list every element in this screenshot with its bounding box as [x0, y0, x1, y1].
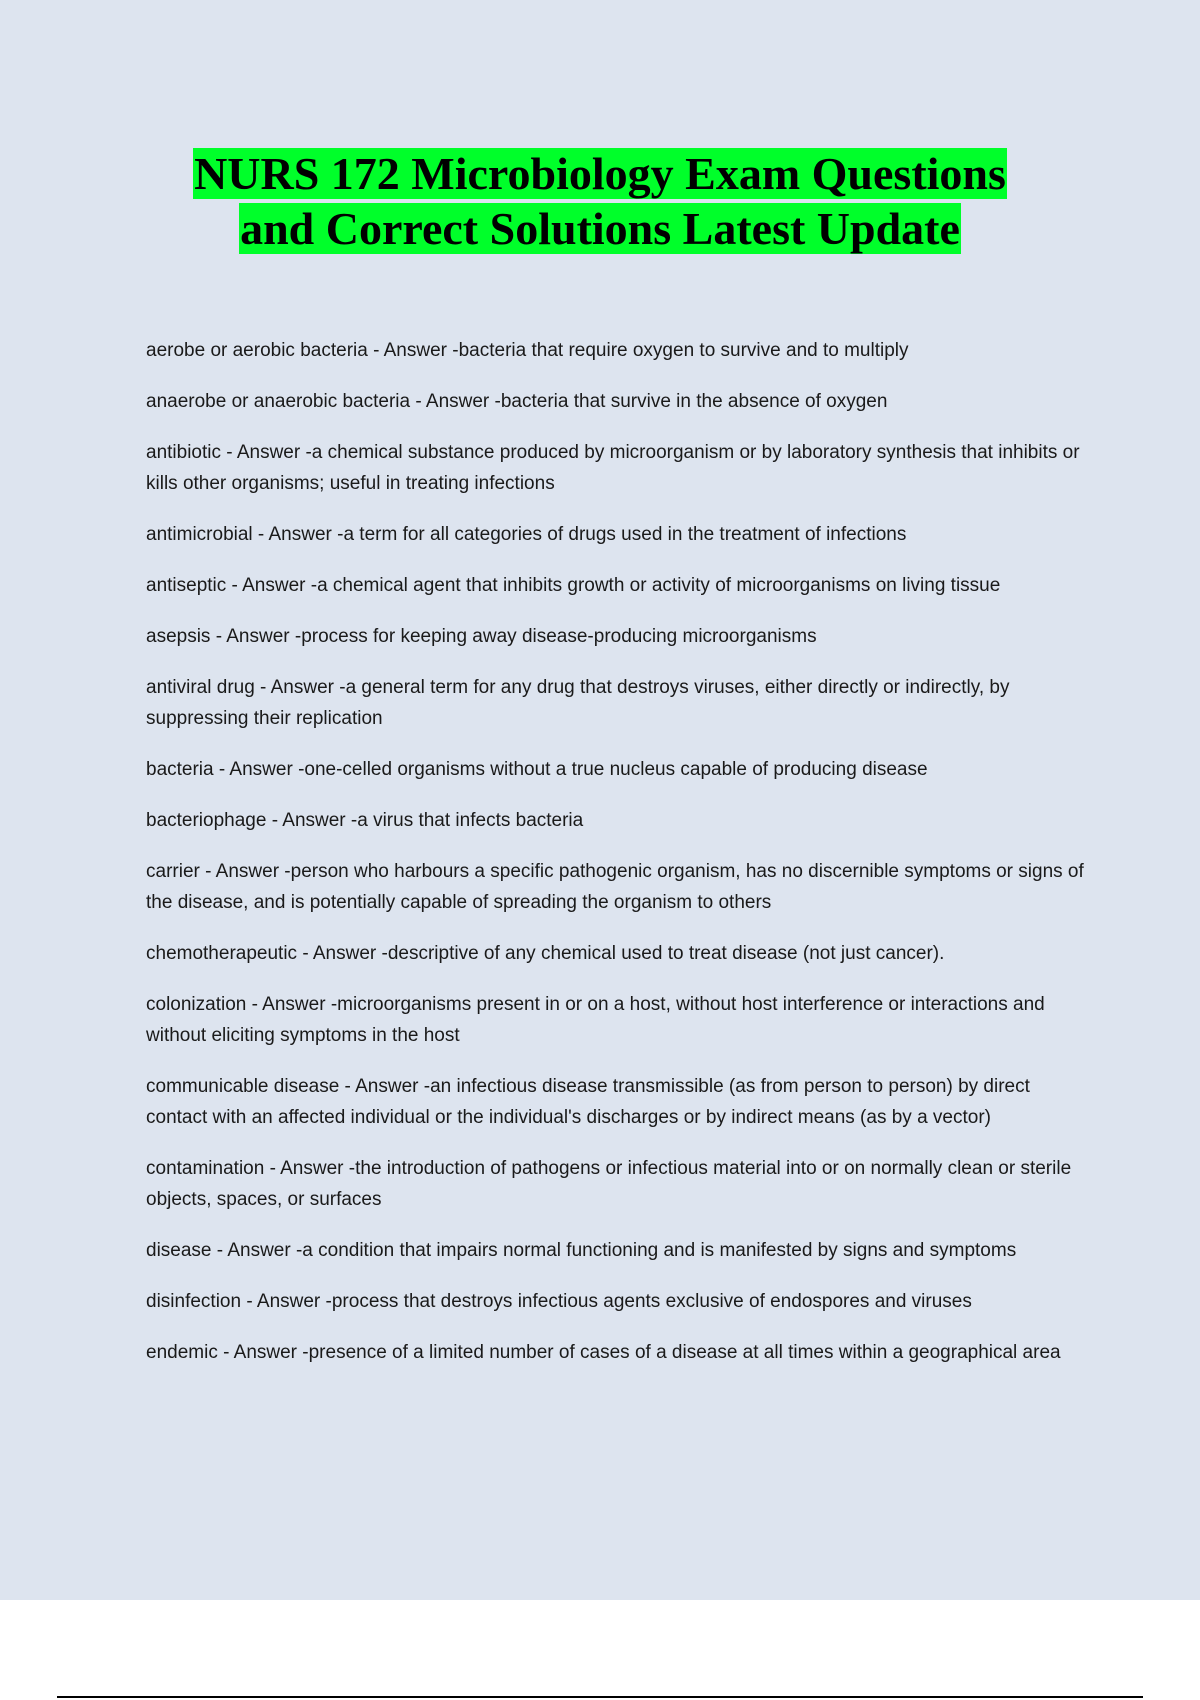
glossary-entry: communicable disease - Answer -an infectious disease transmissible (as from person to person) by direct contact with an affected individual or the individual's discharges or by indirect means (as by a vector)	[146, 1076, 1030, 1128]
title-line-1: NURS 172 Microbiology Exam Questions	[194, 148, 1006, 199]
glossary-entry: contamination - Answer -the introduction of pathogens or infectious material into or on normally clean or sterile objects, spaces, or surfaces	[146, 1158, 1072, 1210]
document-title	[0, 146, 1200, 256]
glossary-entry: carrier - Answer -person who harbours a specific pathogenic organism, has no discernible symptoms or signs of the disease, and is potentially capable of spreading the organism to others	[146, 861, 1084, 913]
glossary-entry: antiviral drug - Answer -a general term for any drug that destroys viruses, either directly or indirectly, by suppressing their replication	[146, 677, 1010, 729]
glossary-list	[146, 335, 1096, 1388]
footer-divider	[57, 1696, 1143, 1698]
glossary-entry: antibiotic - Answer -a chemical substance produced by microorganism or by laboratory synthesis that inhibits or kills other organisms; useful in treating infections	[146, 442, 1080, 494]
glossary-entry: endemic - Answer -presence of a limited number of cases of a disease at all times within a geographical area	[146, 1342, 1061, 1363]
title-line-2: and Correct Solutions Latest Update	[240, 203, 960, 254]
glossary-entry: anaerobe or anaerobic bacteria - Answer -bacteria that survive in the absence of oxygen	[146, 391, 888, 412]
title-block	[0, 146, 1200, 256]
glossary-entry: disinfection - Answer -process that destroys infectious agents exclusive of endospores and viruses	[146, 1291, 972, 1312]
glossary-entry: asepsis - Answer -process for keeping away disease-producing microorganisms	[146, 626, 817, 647]
glossary-entry: antimicrobial - Answer -a term for all categories of drugs used in the treatment of infections	[146, 524, 907, 545]
glossary-entry: disease - Answer -a condition that impairs normal functioning and is manifested by signs and symptoms	[146, 1240, 1017, 1261]
glossary-entry: colonization - Answer -microorganisms present in or on a host, without host interference or interactions and without eliciting symptoms in the host	[146, 994, 1045, 1046]
glossary-entry: bacteria - Answer -one-celled organisms without a true nucleus capable of producing disease	[146, 759, 928, 780]
glossary-entry: chemotherapeutic - Answer -descriptive of any chemical used to treat disease (not just cancer).	[146, 943, 945, 964]
glossary-entry: antiseptic - Answer -a chemical agent that inhibits growth or activity of microorganisms on living tissue	[146, 575, 1001, 596]
glossary-entry: bacteriophage - Answer -a virus that infects bacteria	[146, 810, 584, 831]
glossary-entry: aerobe or aerobic bacteria - Answer -bacteria that require oxygen to survive and to multiply	[146, 340, 909, 361]
